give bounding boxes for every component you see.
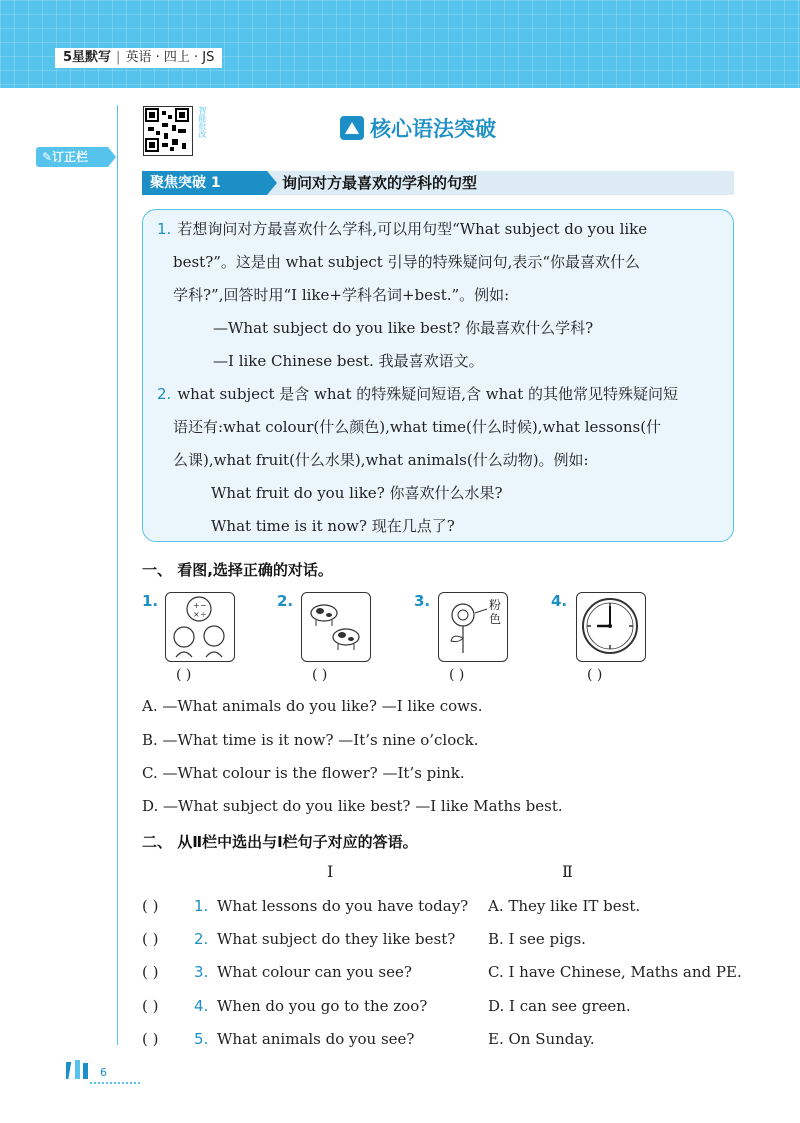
grammar-example: What fruit do you like? 你喜欢什么水果?	[211, 484, 503, 502]
grammar-line: 语还有:what colour(什么颜色),what time(什么时候),what lessons(什	[173, 418, 662, 436]
answer-option: E. On Sunday.	[488, 1030, 595, 1048]
footer-dots	[90, 1082, 140, 1084]
grammar-line: 学科?”,回答时用“I like+学科名词+best.”。例如:	[173, 286, 510, 304]
clock-icon	[577, 593, 644, 660]
question-text: What colour can you see?	[217, 963, 412, 981]
picture-kids-math	[165, 592, 235, 662]
svg-text:+: +	[193, 601, 200, 610]
answer-blank[interactable]: ( )	[312, 667, 328, 683]
question-number: 1.	[194, 897, 209, 915]
svg-text:÷: ÷	[200, 610, 207, 619]
question-number: 3.	[194, 963, 209, 981]
question-text: What animals do you see?	[217, 1030, 415, 1048]
dialogue-option: B. —What time is it now? —It’s nine o’clock.	[142, 731, 479, 749]
answer-blank[interactable]: ( )	[176, 667, 192, 683]
dialogue-option: A. —What animals do you like? —I like cows.	[142, 697, 483, 715]
subject-label: 英语 · 四上 · JS	[125, 50, 215, 65]
grammar-line: 么课),what fruit(什么水果),what animals(什么动物)。例如:	[173, 451, 589, 469]
grammar-example: —I like Chinese best. 我最喜欢语文。	[213, 352, 484, 370]
answer-blank[interactable]: ( )	[449, 667, 465, 683]
answer-blank[interactable]: ( )	[142, 1030, 159, 1048]
series-name: 5星默写	[63, 50, 112, 65]
grammar-example: What time is it now? 现在几点了?	[211, 517, 455, 535]
part1-title: 一、 看图,选择正确的对话。	[142, 561, 333, 579]
header-band	[0, 0, 800, 88]
picture-cows	[301, 592, 371, 662]
question-number: 2.	[194, 930, 209, 948]
grammar-text: what subject 是含 what 的特殊疑问短语,含 what 的其他常见特殊疑问短	[177, 385, 679, 403]
books-icon	[66, 1058, 92, 1080]
pink-label: 粉色	[489, 598, 502, 626]
section-title	[340, 114, 496, 142]
series-tag: 5星默写 | 英语 · 四上 · JS	[55, 48, 222, 68]
part2-title: 二、 从Ⅱ栏中选出与Ⅰ栏句子对应的答语。	[142, 833, 418, 851]
grammar-line	[157, 218, 647, 239]
picture-number: 4.	[551, 592, 568, 610]
question-number: 5.	[194, 1030, 209, 1048]
margin-line	[117, 105, 118, 1045]
qr-label: 智能批改	[198, 106, 207, 138]
focus-tag: 聚焦突破 1	[142, 171, 267, 195]
answer-option: A. They like IT best.	[488, 897, 641, 915]
svg-text:×: ×	[193, 610, 200, 619]
grammar-text: 若想询问对方最喜欢什么学科,可以用句型“What subject do you like	[177, 220, 648, 238]
focus-title: 询问对方最喜欢的学科的句型	[282, 174, 478, 192]
svg-text:−: −	[200, 601, 207, 610]
grammar-line	[157, 383, 678, 404]
answer-blank[interactable]: ( )	[587, 667, 603, 683]
answer-blank[interactable]: ( )	[142, 997, 159, 1015]
correction-column-tag: ✎订正栏	[36, 147, 108, 167]
page-number: 6	[100, 1066, 107, 1079]
dialogue-option: C. —What colour is the flower? —It’s pink.	[142, 764, 465, 782]
question-text: What lessons do you have today?	[217, 897, 469, 915]
qr-pattern-icon	[144, 107, 190, 153]
picture-flower	[438, 592, 508, 662]
kids-math-icon	[166, 593, 233, 660]
section-title-text: 核心语法突破	[370, 117, 496, 141]
dialogue-option: D. —What subject do you like best? —I like Maths best.	[142, 797, 563, 815]
question-number: 4.	[194, 997, 209, 1015]
answer-blank[interactable]: ( )	[142, 897, 159, 915]
column-one-header: Ⅰ	[327, 862, 334, 881]
picture-number: 2.	[277, 592, 294, 610]
answer-option: B. I see pigs.	[488, 930, 586, 948]
grammar-point-number: 1.	[157, 220, 172, 238]
grammar-line: best?”。这是由 what subject 引导的特殊疑问句,表示“你最喜欢什么	[173, 253, 641, 271]
answer-blank[interactable]: ( )	[142, 930, 159, 948]
answer-option: C. I have Chinese, Maths and PE.	[488, 963, 742, 981]
picture-number: 1.	[142, 592, 159, 610]
qr-code[interactable]	[143, 106, 193, 156]
question-text: What subject do they like best?	[217, 930, 456, 948]
answer-blank[interactable]: ( )	[142, 963, 159, 981]
mountain-icon	[340, 116, 364, 140]
grammar-point-number: 2.	[157, 385, 172, 403]
cows-icon	[302, 593, 369, 660]
answer-option: D. I can see green.	[488, 997, 631, 1015]
grammar-example: —What subject do you like best? 你最喜欢什么学科?	[213, 319, 594, 337]
column-two-header: Ⅱ	[562, 862, 573, 881]
focus-bar	[142, 171, 734, 195]
grammar-explanation-box	[142, 209, 734, 542]
picture-number: 3.	[414, 592, 431, 610]
question-text: When do you go to the zoo?	[217, 997, 428, 1015]
picture-clock	[576, 592, 646, 662]
